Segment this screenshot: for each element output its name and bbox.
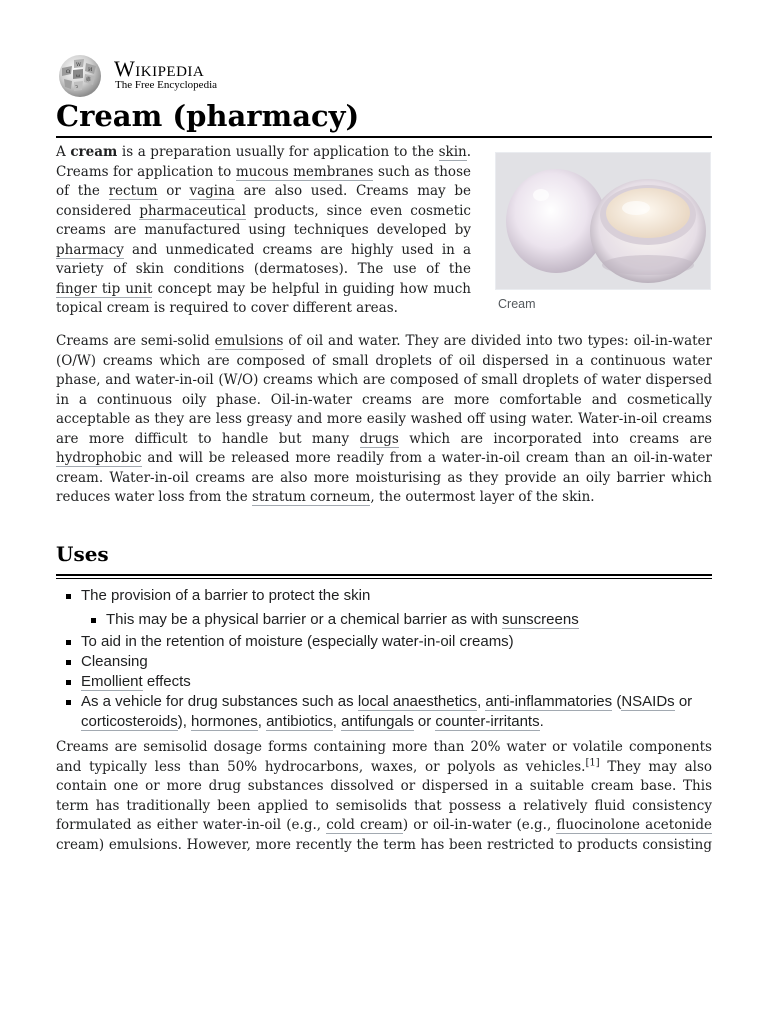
text: cream) emulsions. However, more recently the term has been restricted to products consisting — [56, 836, 712, 853]
link-pharmacy[interactable]: pharmacy — [56, 241, 124, 258]
text: , — [477, 693, 482, 710]
intro-paragraph — [56, 143, 471, 319]
text: ( — [616, 693, 622, 710]
link-local-anaesthetics[interactable]: local anaesthetics — [357, 693, 478, 710]
heading-divider — [56, 578, 712, 579]
text: Creams are semisolid dosage forms containing more than 20% water or volatile components and typically less than 50% hydrocarbons, waxes, or polyols as vehicles. — [56, 739, 712, 775]
text: Cleansing — [81, 653, 148, 670]
text: ), — [177, 713, 187, 730]
svg-text:W: W — [76, 62, 82, 68]
list-item — [56, 692, 712, 732]
text: or — [417, 713, 432, 730]
link-corticosteroids[interactable]: corticosteroids — [81, 713, 178, 730]
text: which are incorporated into creams are — [409, 430, 712, 447]
link-rectum[interactable]: rectum — [108, 183, 158, 199]
text: A — [56, 144, 66, 160]
link-hydrophobic[interactable]: hydrophobic — [56, 450, 142, 466]
svg-text:И: И — [88, 67, 93, 73]
text: To aid in the retention of moisture (especially water-in-oil creams) — [81, 633, 514, 650]
figure-caption: Cream — [498, 297, 536, 311]
text: , — [257, 713, 262, 730]
link-stratum-corneum[interactable]: stratum corneum — [251, 489, 371, 505]
svg-text:Ω: Ω — [66, 69, 71, 75]
text: They may also contain one or more drug substances dissolved or dispersed in a suitable cream base. This term has traditionally been applied to semisolids that possess a relatively fluid consistency formulated as either water-in-oil (e.g., — [56, 758, 713, 833]
page-title: Cream (pharmacy) — [56, 96, 712, 138]
emulsion-paragraph — [56, 332, 712, 508]
dosage-form-paragraph — [56, 738, 712, 875]
link-emulsions[interactable]: emulsions — [214, 333, 284, 349]
list-item — [56, 672, 712, 692]
infobox-figure — [495, 152, 710, 311]
list-item — [56, 632, 712, 652]
text: ) or oil-in-water (e.g., — [402, 817, 552, 833]
sub-list — [81, 610, 712, 630]
link-vagina[interactable]: vagina — [189, 183, 235, 199]
text: , — [332, 713, 337, 730]
link-fluocinolone-acetonide[interactable]: fluocinolone acetonide — [556, 817, 712, 833]
link-counter-irritants[interactable]: counter-irritants — [435, 713, 540, 730]
link-antifungals[interactable]: antifungals — [341, 713, 414, 730]
link-antibiotics[interactable]: antibiotics — [266, 713, 333, 730]
text: or — [166, 183, 181, 199]
text: or — [678, 693, 693, 710]
list-item — [56, 586, 712, 630]
text: . — [539, 713, 544, 730]
list-item — [56, 652, 712, 672]
text: concept may be helpful in guiding how much topical cream is required to cover different areas. — [56, 280, 471, 316]
link-nsaids[interactable]: NSAIDs — [621, 693, 675, 710]
text: products, since even cosmetic creams are manufactured using techniques developed by — [56, 202, 471, 238]
link-hormones[interactable]: hormones — [191, 713, 258, 730]
wikipedia-header — [56, 54, 356, 98]
uses-list — [56, 586, 712, 732]
text: effects — [146, 673, 191, 690]
svg-text:ω: ω — [76, 73, 81, 79]
link-emollient[interactable]: Emollient — [81, 673, 143, 690]
text: . Creams for application to — [56, 144, 472, 180]
link-cold-cream[interactable]: cold cream — [326, 817, 403, 833]
wikipedia-tagline: The Free Encyclopedia — [115, 79, 218, 91]
text: Creams are semi-solid — [56, 333, 210, 349]
link-finger-tip-unit[interactable]: finger tip unit — [56, 280, 153, 297]
svg-text:ว: ว — [75, 84, 78, 90]
text: , the outermost layer of the skin. — [370, 489, 595, 505]
page-bottom-margin — [0, 857, 768, 1024]
text: is a preparation usually for application to the — [121, 144, 435, 160]
text: of oil and water. They are divided into two types: oil-in-water (O/W) creams which are composed of small droplets of oil dispersed in a continuous water phase, and water-in-oil (W/O) creams which are composed of small droplets of water dispersed in a continuous oily phase. Oil-in-water creams are more comfortable and cosmetically acceptable as they are less greasy and more easily washed off using water. Water-in-oil creams are more difficult to handle but many — [56, 333, 712, 447]
link-skin[interactable]: skin — [438, 144, 467, 160]
cream-jar-image[interactable] — [495, 152, 711, 290]
wikipedia-wordmark[interactable]: Wikipedia — [114, 56, 205, 81]
list-item — [81, 610, 712, 630]
text: are also used. Creams may be considered — [56, 183, 471, 219]
link-drugs[interactable]: drugs — [359, 430, 399, 447]
section-heading-uses: Uses — [56, 540, 712, 576]
text: The provision of a barrier to protect the skin — [81, 587, 371, 604]
text: and will be released more readily from a water-in-oil cream than an oil-in-water cream. Water-in-oil creams are also more moisturising as they provide an oily barrier which reduces water loss from the — [56, 450, 712, 505]
link-pharmaceutical[interactable]: pharmaceutical — [139, 202, 246, 219]
link-anti-inflammatories[interactable]: anti-inflammatories — [485, 693, 613, 710]
text: As a vehicle for drug substances such as — [81, 693, 354, 710]
text: such as those of the — [56, 163, 471, 199]
link-sunscreens[interactable]: sunscreens — [501, 611, 579, 628]
bold-term: cream — [70, 144, 118, 160]
text: This may be a physical barrier or a chemical barrier as with — [106, 611, 498, 628]
reference-1[interactable]: [1] — [585, 757, 600, 768]
text: and unmedicated creams are highly used in a variety of skin conditions (dermatoses). The use of the — [56, 241, 472, 277]
link-mucous-membranes[interactable]: mucous membranes — [235, 163, 374, 180]
svg-text:維: 維 — [86, 77, 92, 83]
wikipedia-globe-logo[interactable] — [56, 54, 104, 98]
